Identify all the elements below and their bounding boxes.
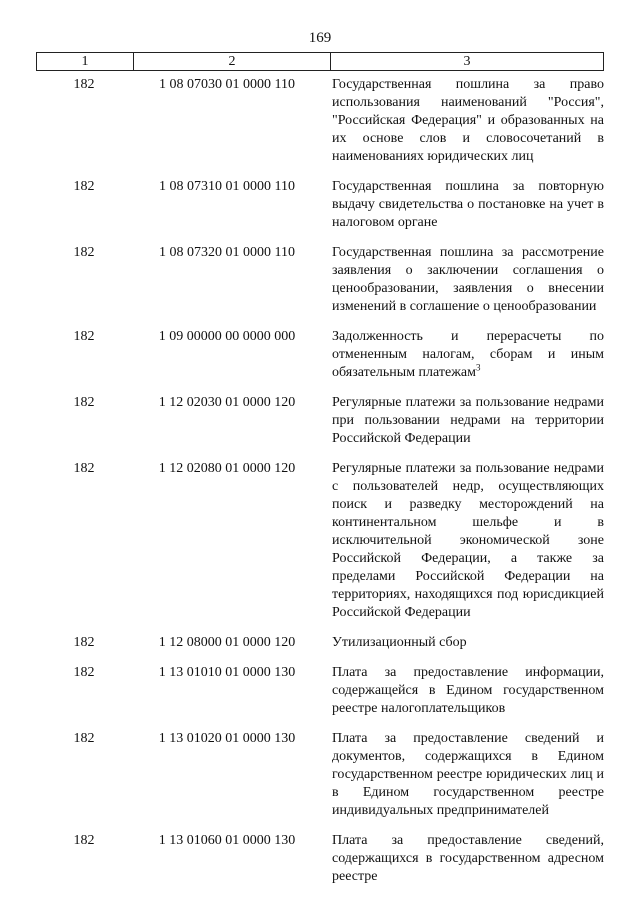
- income-name: Задолженность и перерасчеты по отмененным налогам, сборам и иным обязательным платежам: [332, 329, 604, 380]
- budget-code: 1 12 08000 01 0000 120: [158, 635, 296, 650]
- income-name-cell: [332, 328, 604, 382]
- table-row: [36, 328, 604, 382]
- budget-code: 1 08 07320 01 0000 110: [159, 245, 295, 260]
- table-body: [36, 76, 604, 898]
- table-row: [36, 832, 604, 886]
- page-number: 169: [308, 30, 332, 46]
- budget-code: 1 08 07030 01 0000 110: [159, 77, 295, 92]
- admin-code: 182: [73, 833, 95, 848]
- income-name: Государственная пошлина за право использования наименований "Россия", "Российская Федерация" и образованных на их основе слов и словосочетаний в наименованиях юридических лиц: [332, 77, 604, 164]
- budget-code: 1 13 01010 01 0000 130: [158, 665, 296, 680]
- budget-code: 1 12 02030 01 0000 120: [158, 395, 296, 410]
- admin-code: 182: [73, 179, 95, 194]
- column-header-2: 2: [134, 53, 331, 71]
- income-name: Плата за предоставление сведений и документов, содержащихся в Едином государственном реестре юридических лиц и в Едином государственном реестре индивидуальных предпринимателей: [332, 731, 604, 818]
- table-row: [36, 634, 604, 652]
- table-row: [36, 178, 604, 232]
- admin-code: 182: [73, 77, 95, 92]
- table-row: [36, 76, 604, 166]
- budget-code: 1 08 07310 01 0000 110: [159, 179, 295, 194]
- footnote-marker: 3: [475, 362, 481, 373]
- table-row: [36, 460, 604, 622]
- income-name: Государственная пошлина за рассмотрение заявления о заключении соглашения о ценообразовании, заявления о внесении изменений в соглашение о ценообразовании: [332, 245, 604, 314]
- income-name: Утилизационный сбор: [332, 635, 467, 650]
- budget-code: 1 12 02080 01 0000 120: [158, 461, 296, 476]
- admin-code: 182: [73, 461, 95, 476]
- income-name: Государственная пошлина за повторную выдачу свидетельства о постановке на учет в налоговом органе: [332, 179, 604, 230]
- admin-code: 182: [73, 245, 95, 260]
- admin-code: 182: [73, 329, 95, 344]
- admin-code: 182: [73, 635, 95, 650]
- table-row: [36, 244, 604, 316]
- budget-code: 1 13 01020 01 0000 130: [158, 731, 296, 746]
- income-name: Регулярные платежи за пользование недрами при пользовании недрами на территории Российской Федерации: [332, 395, 604, 446]
- admin-code: 182: [73, 665, 95, 680]
- table-row: [36, 394, 604, 448]
- budget-code: 1 13 01060 01 0000 130: [158, 833, 296, 848]
- column-header-1: 1: [37, 53, 134, 71]
- admin-code: 182: [73, 395, 95, 410]
- budget-code: 1 09 00000 00 0000 000: [158, 329, 296, 344]
- income-name: Плата за предоставление информации, содержащейся в Едином государственном реестре налогоплательщиков: [332, 665, 604, 716]
- table-row: [36, 664, 604, 718]
- column-header-row: [36, 52, 604, 71]
- admin-code: 182: [73, 731, 95, 746]
- income-name: Регулярные платежи за пользование недрами с пользователей недр, осуществляющих поиск и разведку месторождений на континентальном шельфе и в исключительной экономической зоне Российской Федерации, а также за пределами Российской Федерации на территориях, находящихся под юрисдикцией Российской Федерации: [332, 461, 604, 620]
- column-header-3: 3: [331, 53, 604, 71]
- table-row: [36, 730, 604, 820]
- income-name: Плата за предоставление сведений, содержащихся в государственном адресном реестре: [332, 833, 604, 884]
